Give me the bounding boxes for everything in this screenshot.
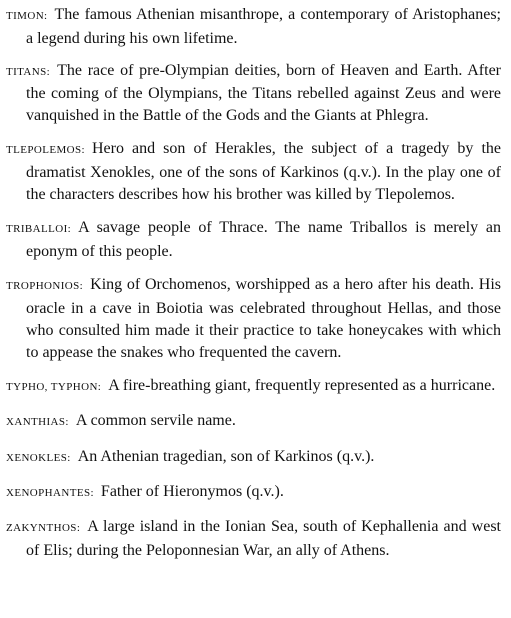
entry-term: TYPHO, TYPHON: [6, 381, 102, 394]
glossary-entry [6, 138, 501, 205]
entry-definition: A fire-breathing giant, frequently represented as a hurricane. [108, 377, 496, 395]
entry-definition: An Athenian tragedian, son of Karkinos (q.v.). [77, 447, 375, 465]
glossary-entry [6, 217, 501, 263]
entry-definition: A common servile name. [75, 412, 236, 430]
entry-term: TLEPOLEMOS: [6, 144, 85, 157]
entry-definition: A savage people of Thrace. The name Triballos is merely an eponym of this people. [26, 219, 501, 261]
entry-term: TIMON: [6, 10, 48, 22]
entry-definition: Hero and son of Herakles, the subject of a tragedy by the dramatist Xenokles, one of the sons of Karkinos (q.v.). In the play one of the characters describes how his brother was killed by Tlepolemos. [26, 140, 501, 204]
entry-definition: The famous Athenian misanthrope, a contemporary of Aristophanes; a legend during his own lifetime. [26, 6, 501, 47]
entry-term: TROPHONIOS: [6, 280, 84, 293]
entry-definition: King of Orchomenos, worshipped as a hero after his death. His oracle in a cave in Boiotia was celebrated throughout Hellas, and those who consulted him made it their practice to take honeycakes with which to appease the snakes who frequented the cavern. [26, 276, 501, 361]
glossary-entry [6, 446, 501, 470]
entry-term: TRIBALLOI: [6, 223, 72, 236]
entry-term: XANTHIAS: [6, 416, 69, 429]
entry-definition: The race of pre-Olympian deities, born of Heaven and Earth. After the coming of the Olympians, the Titans rebelled against Zeus and were vanquished in the Battle of the Gods and the Giants at Phlegra. [26, 61, 501, 125]
glossary-entry [6, 274, 501, 363]
entry-definition: Father of Hieronymos (q.v.). [100, 483, 284, 501]
entry-term: ZAKYNTHOS: [6, 522, 81, 535]
glossary-entry [6, 516, 501, 562]
entry-definition: A large island in the Ionian Sea, south of Kephallenia and west of Elis; during the Peloponnesian War, an ally of Athens. [26, 518, 501, 560]
glossary-entry [6, 481, 501, 505]
entry-term: TITANS: [6, 65, 51, 78]
glossary-entry [6, 410, 501, 434]
glossary-entry [6, 4, 501, 50]
entry-term: XENOKLES: [6, 451, 71, 464]
entry-term: XENOPHANTES: [6, 487, 94, 500]
glossary-entry [6, 60, 501, 127]
glossary-entry [6, 375, 501, 399]
